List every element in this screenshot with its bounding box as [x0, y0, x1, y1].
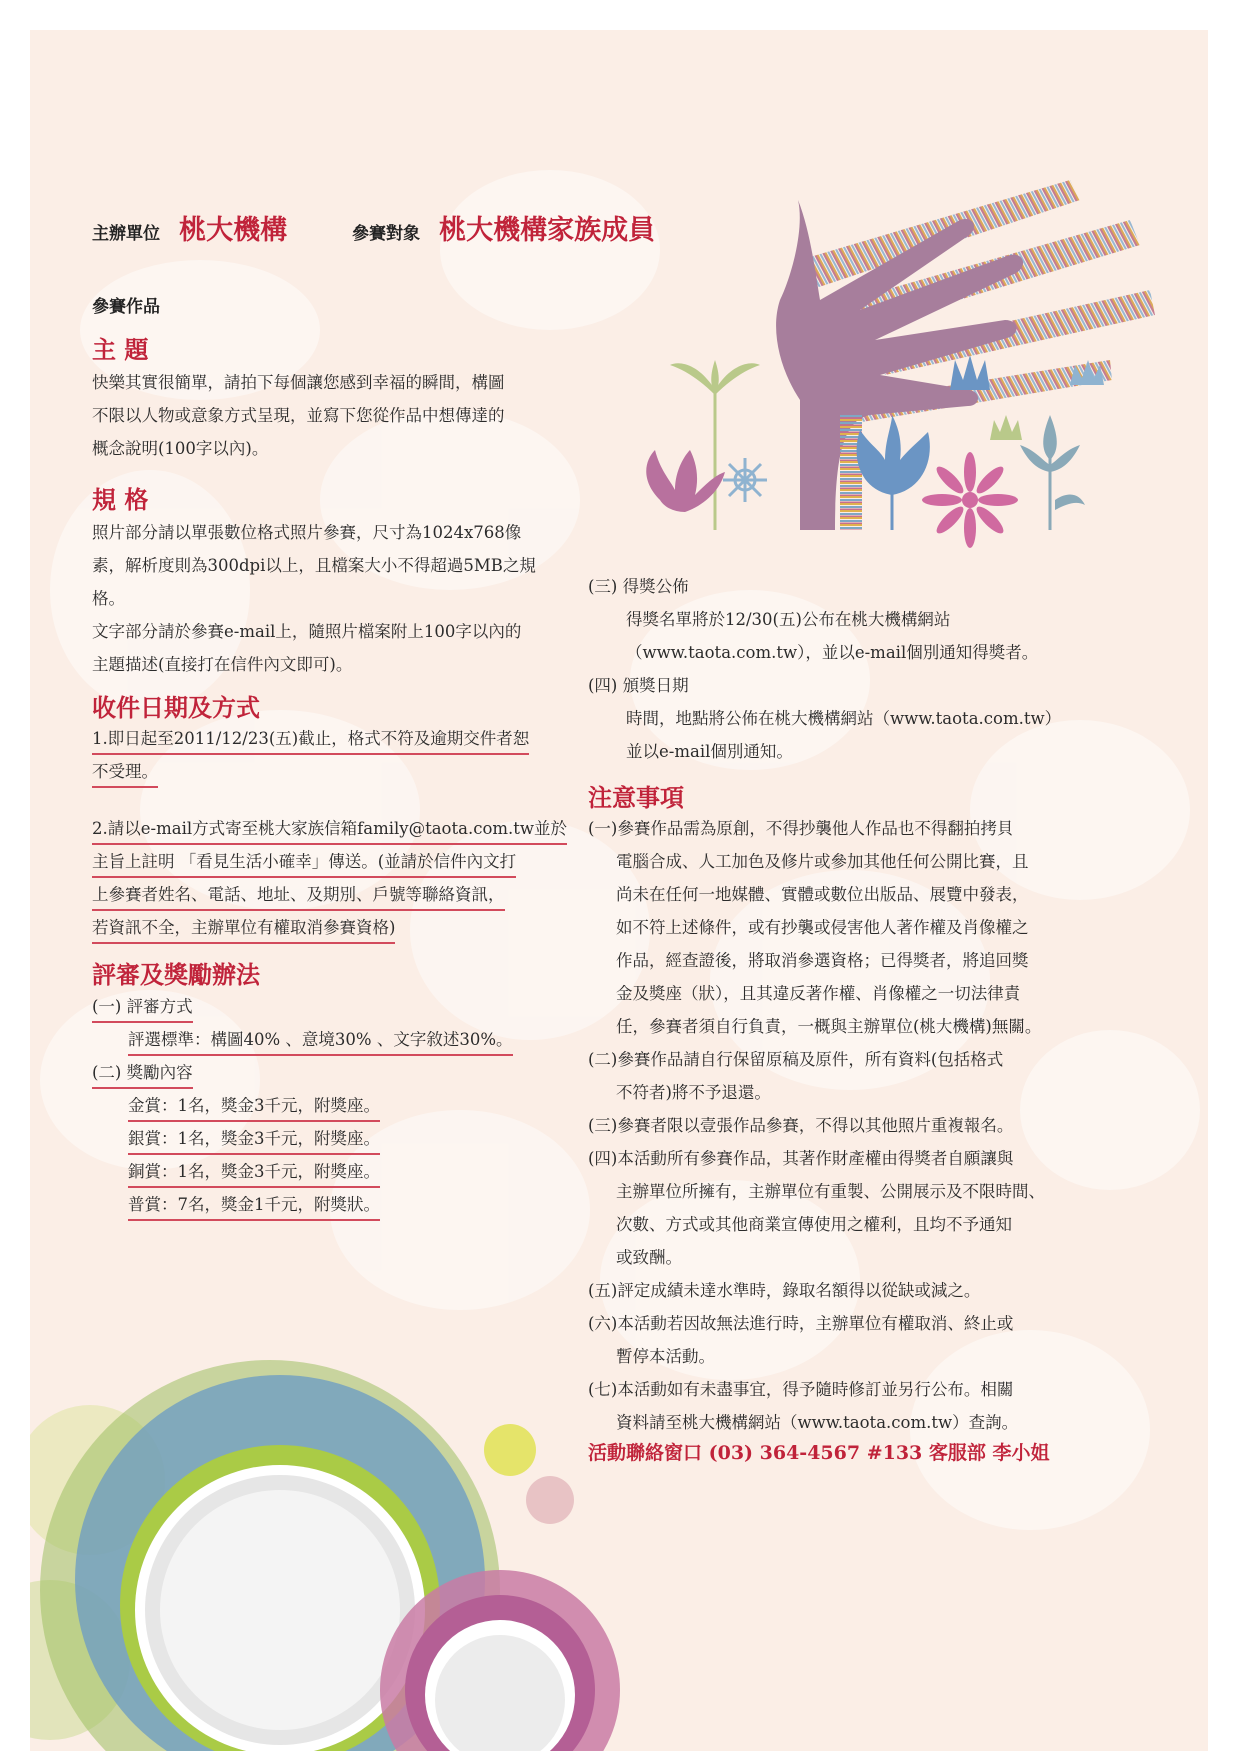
spec-text — [92, 516, 536, 681]
ceremony-line: 並以e-mail個別通知。 — [626, 742, 793, 761]
receipt-line: 上參賽者姓名、電話、地址、及期別、戶號等聯絡資訊， — [92, 881, 505, 911]
ceremony-line: 時間，地點將公佈在桃大機構網站（www.taota.com.tw） — [626, 709, 1062, 728]
hand-flower-illustration — [630, 160, 1190, 560]
note-line: (四)本活動所有參賽作品，其著作財產權由得獎者自願讓與 — [588, 1149, 1014, 1168]
ceremony-label: (四) 頒獎日期 — [588, 676, 689, 695]
note-line: 尚未在任何一地媒體、實體或數位出版品、展覽中發表， — [616, 885, 1029, 904]
note-line: (二)參賽作品請自行保留原稿及原件，所有資料(包括格式 — [588, 1050, 1004, 1069]
organizer-row — [92, 208, 287, 247]
note-line: (三)參賽者限以壹張作品參賽，不得以其他照片重複報名。 — [588, 1116, 1014, 1135]
spec-line: 格。 — [92, 589, 125, 608]
notes-list — [588, 814, 1045, 1441]
flyer-page — [30, 30, 1208, 1751]
spec-line: 照片部分請以單張數位格式照片參賽，尺寸為1024x768像 — [92, 523, 522, 542]
note-line: 如不符上述條件，或有抄襲或侵害他人著作權及肖像權之 — [616, 918, 1029, 937]
note-line: 作品，經查證後，將取消參選資格；已得獎者，將追回獎 — [616, 951, 1029, 970]
note-line: 資料請至桃大機構網站（www.taota.com.tw）查詢。 — [616, 1413, 1019, 1432]
judging-list — [92, 992, 513, 1223]
receipt-line: 主旨上註明 「看見生活小確幸」傳送。(並請於信件內文打 — [92, 848, 516, 878]
organizer-label: 主辦單位 — [92, 224, 160, 244]
receipt-line: 2.請以e-mail方式寄至桃大家族信箱family@taota.com.tw並於 — [92, 815, 567, 845]
receipt-line: 1.即日起至2011/12/23(五)截止，格式不符及逾期交件者恕 — [92, 725, 529, 755]
award-item: 金賞：1名，獎金3千元，附獎座。 — [128, 1092, 380, 1122]
notes-title: 注意事項 — [588, 783, 684, 812]
spec-title: 規 格 — [92, 485, 149, 514]
spec-line: 文字部分請於參賽e-mail上，隨照片檔案附上100字以內的 — [92, 622, 522, 641]
note-line: 暫停本活動。 — [616, 1347, 715, 1366]
spec-line: 主題描述(直接打在信件內文即可)。 — [92, 655, 353, 674]
note-line: 次數、方式或其他商業宣傳使用之權利，且均不予通知 — [616, 1215, 1012, 1234]
theme-title: 主 題 — [92, 335, 149, 364]
note-line: 金及獎座（狀），且其違反著作權、肖像權之一切法律責 — [616, 984, 1021, 1003]
entry-label: 參賽作品 — [92, 297, 160, 317]
contact-line: 活動聯絡窗口 (03) 364-4567 #133 客服部 李小姐 — [588, 1442, 1050, 1464]
receipt-line: 若資訊不全，主辦單位有權取消參賽資格) — [92, 914, 395, 944]
note-line: 電腦合成、人工加色及修片或參加其他任何公開比賽，且 — [616, 852, 1029, 871]
receipt-item-2 — [92, 814, 567, 946]
receipt-title: 收件日期及方式 — [92, 693, 260, 722]
note-line: 或致酬。 — [616, 1248, 682, 1267]
note-line: (七)本活動如有未盡事宜，得予隨時修訂並另行公布。相關 — [588, 1380, 1014, 1399]
receipt-item-1 — [92, 724, 529, 790]
receipt-line: 不受理。 — [92, 758, 158, 788]
spec-line: 素，解析度則為300dpi以上，且檔案大小不得超過5MB之規 — [92, 556, 536, 575]
note-line: (一)參賽作品需為原創，不得抄襲他人作品也不得翻拍拷貝 — [588, 819, 1014, 838]
announce-label: (三) 得獎公佈 — [588, 577, 689, 596]
announce-line: （www.taota.com.tw），並以e-mail個別通知得獎者。 — [626, 643, 1039, 662]
note-line: 不符者)將不予退還。 — [616, 1083, 771, 1102]
announce-block — [588, 572, 1061, 770]
judging-title: 評審及獎勵辦法 — [92, 960, 260, 989]
theme-text — [92, 366, 505, 465]
note-line: 任，參賽者須自行負責，一概與主辦單位(桃大機構)無關。 — [616, 1017, 1042, 1036]
award-label: (二) 獎勵內容 — [92, 1059, 193, 1089]
judging-criteria: 評選標準：構圖40% 、意境30% 、文字敘述30%。 — [128, 1026, 513, 1056]
theme-line: 快樂其實很簡單，請拍下每個讓您感到幸福的瞬間，構圖 — [92, 373, 505, 392]
decorative-circles — [30, 1360, 650, 1751]
theme-line: 概念說明(100字以內)。 — [92, 439, 269, 458]
award-item: 銅賞：1名，獎金3千元，附獎座。 — [128, 1158, 380, 1188]
award-item: 普賞：7名，獎金1千元，附獎狀。 — [128, 1191, 380, 1221]
note-line: 主辦單位所擁有，主辦單位有重製、公開展示及不限時間、 — [616, 1182, 1045, 1201]
target-row — [352, 208, 655, 247]
judging-method-label: (一) 評審方式 — [92, 993, 193, 1023]
award-item: 銀賞：1名，獎金3千元，附獎座。 — [128, 1125, 380, 1155]
note-line: (六)本活動若因故無法進行時，主辦單位有權取消、終止或 — [588, 1314, 1014, 1333]
note-line: (五)評定成績未達水準時，錄取名額得以從缺或減之。 — [588, 1281, 981, 1300]
target-value: 桃大機構家族成員 — [439, 215, 656, 246]
theme-line: 不限以人物或意象方式呈現，並寫下您從作品中想傳達的 — [92, 406, 505, 425]
target-label: 參賽對象 — [352, 224, 420, 244]
organizer-value: 桃大機構 — [179, 215, 288, 246]
announce-line: 得獎名單將於12/30(五)公布在桃大機構網站 — [626, 610, 951, 629]
